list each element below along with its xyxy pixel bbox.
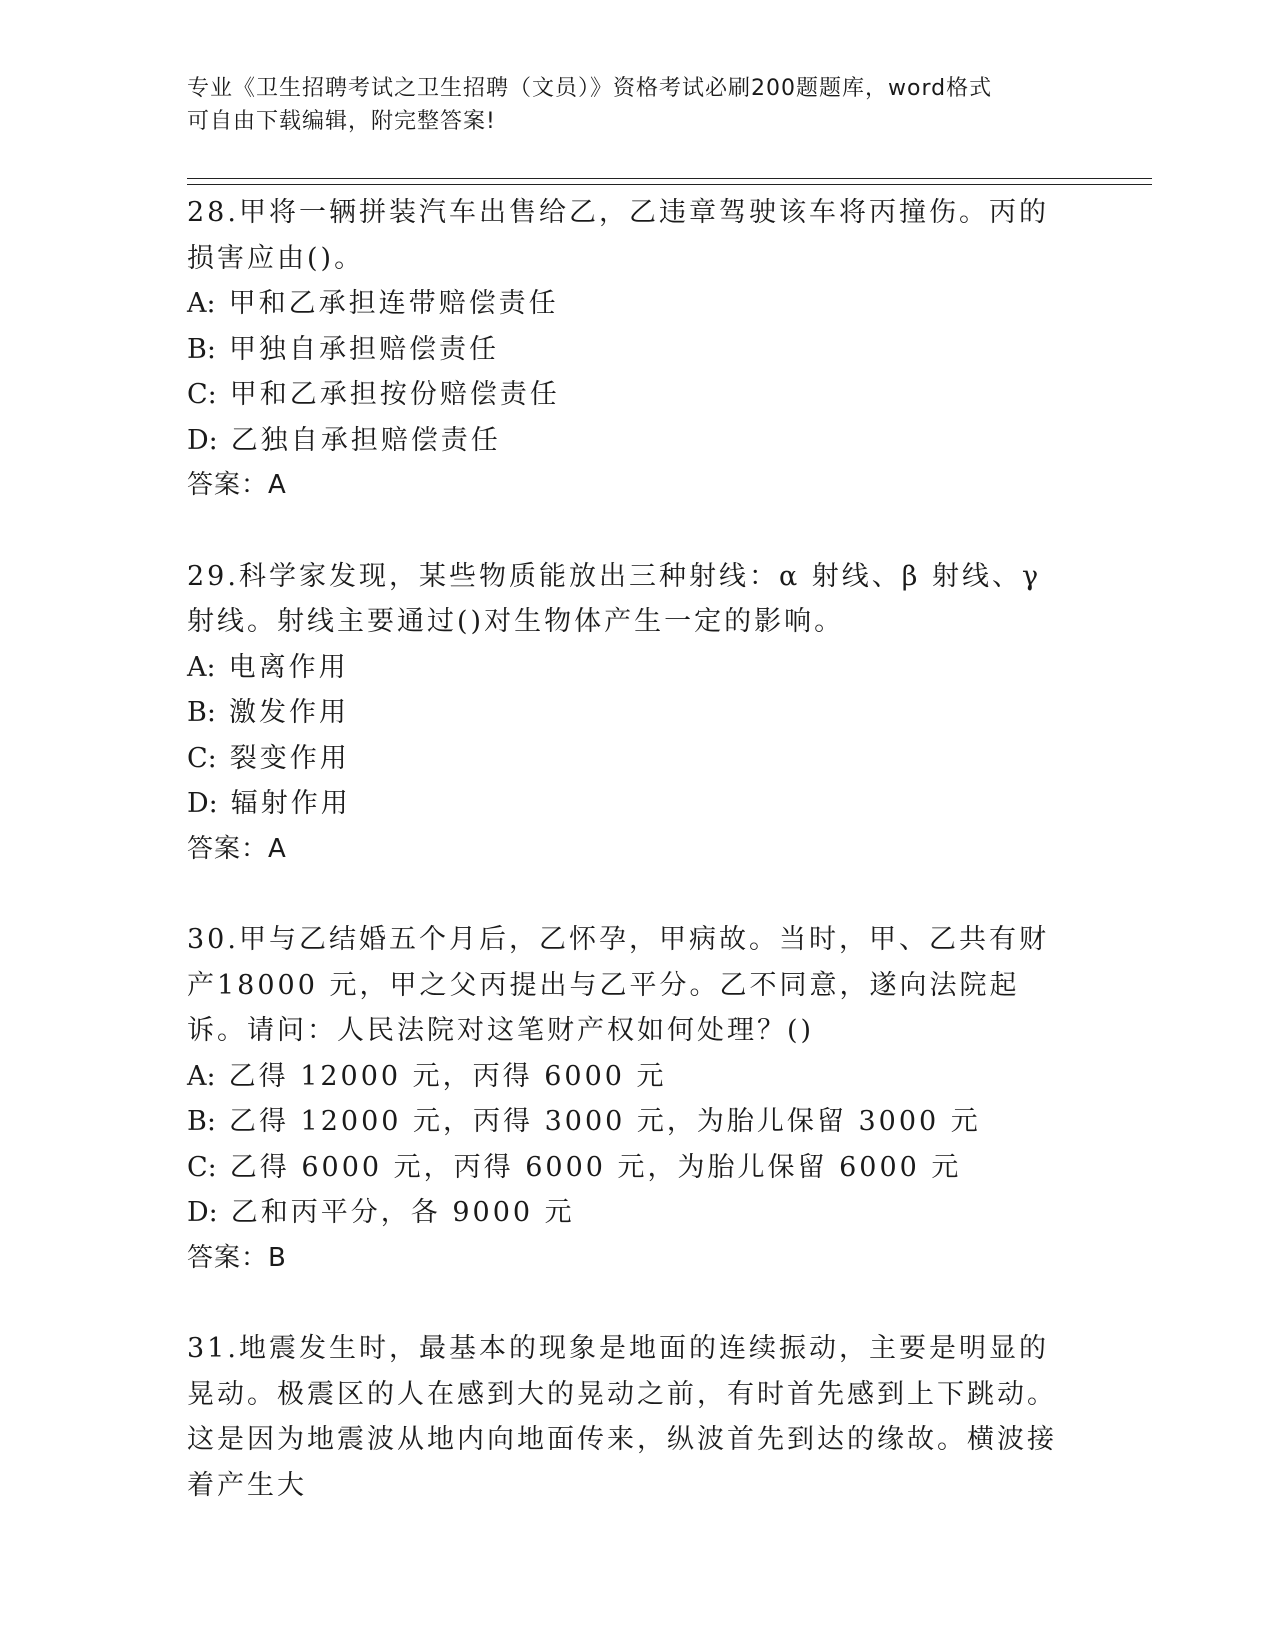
question-29 xyxy=(187,554,1067,873)
option-text: 电离作用 xyxy=(228,651,349,683)
option-key: D xyxy=(187,1197,209,1228)
option-key: D xyxy=(187,424,209,456)
option-key: C xyxy=(187,1151,208,1183)
option-b: B: 甲独自承担赔偿责任 xyxy=(187,333,499,365)
option-key: C xyxy=(187,742,208,774)
option-text: 甲和乙承担按份赔偿责任 xyxy=(229,379,560,410)
question-28 xyxy=(187,190,1067,509)
header-divider-thin xyxy=(187,178,1152,179)
option-key: C xyxy=(187,379,208,410)
option-text: 乙独自承担赔偿责任 xyxy=(230,424,501,456)
option-text: 乙得 6000 元，丙得 6000 元，为胎儿保留 6000 元 xyxy=(229,1151,962,1183)
option-key: B xyxy=(187,1106,207,1137)
option-text: 激发作用 xyxy=(228,697,349,728)
option-a: A: 甲和乙承担连带赔偿责任 xyxy=(187,288,559,319)
header-divider-thick xyxy=(187,184,1152,185)
option-text: 裂变作用 xyxy=(229,742,350,774)
option-b: B: 乙得 12000 元，丙得 3000 元，为胎儿保留 3000 元 xyxy=(187,1106,981,1137)
question-31 xyxy=(187,1326,1067,1508)
option-a: A: 乙得 12000 元，丙得 6000 元 xyxy=(187,1060,667,1092)
option-c: C: 乙得 6000 元，丙得 6000 元，为胎儿保留 6000 元 xyxy=(187,1151,962,1183)
option-d: D: 乙和丙平分，各 9000 元 xyxy=(187,1197,575,1228)
header-title-line-1: 专业《卫生招聘考试之卫生招聘（文员）》资格考试必刷200题题库，word格式 xyxy=(187,76,993,101)
option-text: 辐射作用 xyxy=(230,788,351,819)
option-key: A xyxy=(187,288,207,319)
question-stem: 31.地震发生时，最基本的现象是地面的连续振动，主要是明显的晃动。极震区的人在感到大的晃动之前，有时首先感到上下跳动。这是因为地震波从地内向地面传来，纵波首先到达的缘故。横波接着产生大 xyxy=(187,1333,1057,1501)
option-text: 乙得 12000 元，丙得 6000 元 xyxy=(228,1060,667,1092)
option-key: D xyxy=(187,788,209,819)
option-c: C: 裂变作用 xyxy=(187,742,350,774)
option-d: D: 乙独自承担赔偿责任 xyxy=(187,424,501,456)
option-key: B xyxy=(187,333,207,365)
question-list xyxy=(187,190,1067,1553)
option-key: A xyxy=(187,1060,207,1092)
question-stem: 30.甲与乙结婚五个月后，乙怀孕，甲病故。当时，甲、乙共有财产18000 元，甲之父丙提出与乙平分。乙不同意，遂向法院起诉。请问：人民法院对这笔财产权如何处理？() xyxy=(187,924,1049,1046)
question-stem: 29.科学家发现，某些物质能放出三种射线：α 射线、β 射线、γ 射线。射线主要通过()对生物体产生一定的影响。 xyxy=(187,560,1042,637)
document-header xyxy=(187,72,1087,138)
option-key: B xyxy=(187,697,207,728)
answer-line: 答案：B xyxy=(187,1242,287,1273)
option-text: 甲独自承担赔偿责任 xyxy=(228,333,499,365)
option-c: C: 甲和乙承担按份赔偿责任 xyxy=(187,379,560,410)
answer-line: 答案：A xyxy=(187,833,287,864)
question-30 xyxy=(187,917,1067,1281)
option-text: 乙和丙平分，各 9000 元 xyxy=(230,1197,575,1228)
question-stem: 28.甲将一辆拼装汽车出售给乙，乙违章驾驶该车将丙撞伤。丙的损害应由()。 xyxy=(187,197,1049,274)
option-text: 甲和乙承担连带赔偿责任 xyxy=(228,288,559,319)
answer-line: 答案：A xyxy=(187,470,287,500)
option-d: D: 辐射作用 xyxy=(187,788,351,819)
option-key: A xyxy=(187,651,207,683)
option-a: A: 电离作用 xyxy=(187,651,349,683)
option-b: B: 激发作用 xyxy=(187,697,349,728)
option-text: 乙得 12000 元，丙得 3000 元，为胎儿保留 3000 元 xyxy=(228,1106,981,1137)
header-title-line-2: 可自由下载编辑，附完整答案! xyxy=(187,109,496,134)
